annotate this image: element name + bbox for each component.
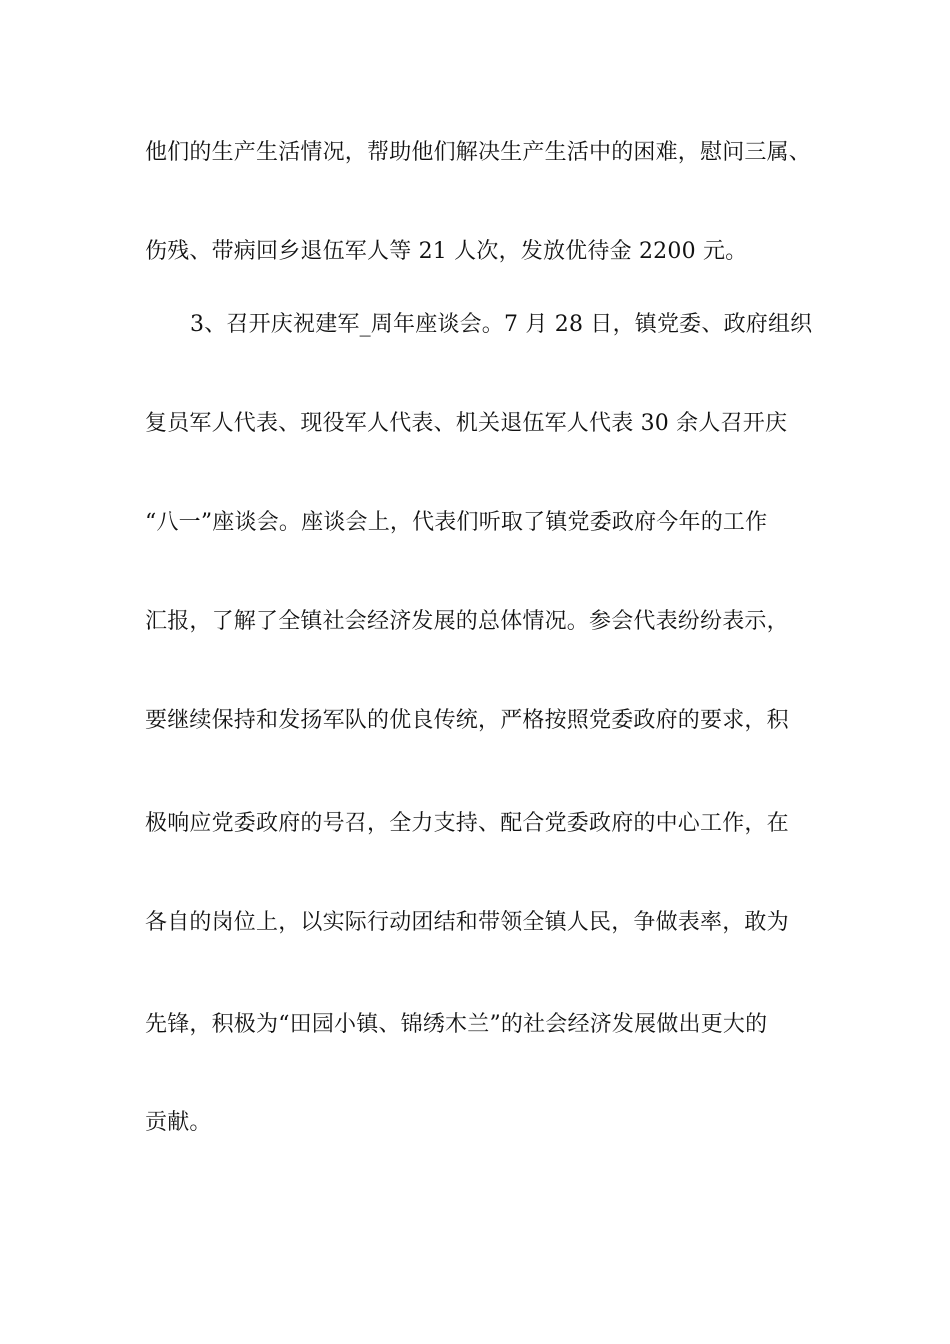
paragraph-line: “八一”座谈会。座谈会上，代表们听取了镇党委政府今年的工作	[145, 510, 768, 535]
paragraph-line: 要继续保持和发扬军队的优良传统，严格按照党委政府的要求，积	[145, 708, 789, 733]
paragraph-line: 伤残、带病回乡退伍军人等 21 人次，发放优待金 2200 元。	[145, 239, 748, 264]
paragraph-line: 他们的生产生活情况，帮助他们解决生产生活中的困难，慰问三属、	[145, 140, 812, 165]
paragraph-line-indented: 3、召开庆祝建军_周年座谈会。7 月 28 日，镇党委、政府组织	[190, 312, 813, 337]
paragraph-line: 先锋，积极为“田园小镇、锦绣木兰”的社会经济发展做出更大的	[145, 1012, 768, 1037]
paragraph-line: 复员军人代表、现役军人代表、机关退伍军人代表 30 余人召开庆	[145, 411, 788, 436]
paragraph-line: 各自的岗位上，以实际行动团结和带领全镇人民，争做表率，敢为	[145, 910, 789, 935]
paragraph-line: 贡献。	[145, 1110, 212, 1135]
paragraph-line: 极响应党委政府的号召，全力支持、配合党委政府的中心工作，在	[145, 811, 789, 836]
paragraph-line: 汇报，了解了全镇社会经济发展的总体情况。参会代表纷纷表示，	[145, 609, 789, 634]
